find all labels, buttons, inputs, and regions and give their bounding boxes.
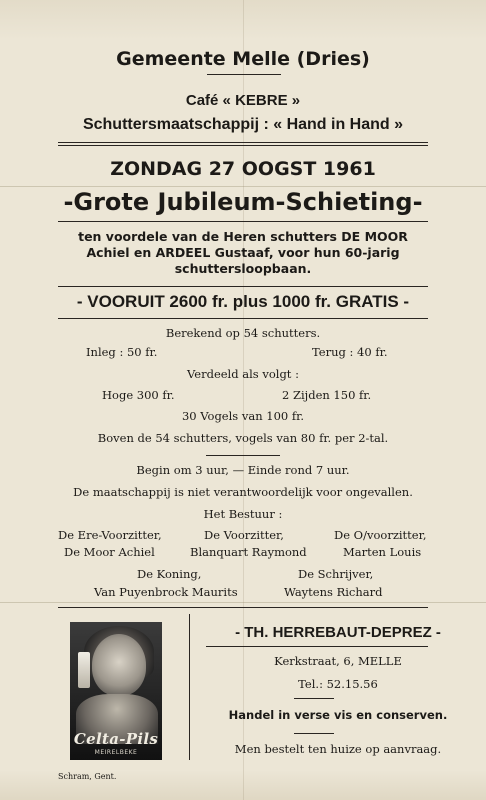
cafe-name: KEBRE (235, 92, 288, 109)
advert-phone: Tel.: 52.15.56 (298, 677, 378, 691)
cafe-line (0, 92, 486, 109)
divider (58, 607, 428, 608)
event-date: ZONDAG 27 OOGST 1961 (110, 158, 376, 180)
printer-credit: Schram, Gent. (58, 772, 117, 781)
municipality-heading: Gemeente Melle (Dries) (116, 48, 370, 70)
board-role: De Koning, (137, 567, 202, 581)
board-role: De Ere-Voorzitter, (58, 528, 162, 542)
advert-address: Kerkstraat, 6, MELLE (274, 654, 402, 668)
schedule-times: Begin om 3 uur, — Einde rond 7 uur. (136, 463, 350, 477)
prize-high: Hoge 300 fr. (102, 388, 175, 402)
divider (58, 221, 428, 222)
divider (58, 145, 428, 146)
board-role: De Schrijver, (298, 567, 374, 581)
event-title: -Grote Jubileum-Schieting- (63, 188, 423, 216)
logo-illustration (92, 634, 146, 696)
prize-sides: 2 Zijden 150 fr. (282, 388, 372, 402)
divider (206, 646, 428, 647)
return-amount: Terug : 40 fr. (312, 345, 388, 359)
club-name: Schuttersmaatschappij : « Hand in Hand » (82, 116, 404, 133)
divider (294, 698, 334, 699)
logo-sub-text: MEIRELBEKE (94, 749, 138, 756)
divider (58, 318, 428, 319)
prize-birds: 30 Vogels van 100 fr. (181, 409, 305, 423)
cafe-suffix: » (291, 92, 301, 109)
divider (58, 286, 428, 287)
prize-extra: Boven de 54 schutters, vogels van 80 fr. per 2-tal. (97, 431, 389, 445)
board-member-name: Van Puyenbrock Maurits (94, 585, 238, 599)
benefit-line: Achiel en ARDEEL Gustaaf, voor hun 60-jarig (86, 245, 400, 260)
board-heading: Het Bestuur : (203, 507, 283, 521)
prize-headline: - VOORUIT 2600 fr. plus 1000 fr. GRATIS - (76, 292, 410, 311)
divider (207, 74, 281, 75)
board-role: De O/voorzitter, (334, 528, 427, 542)
divider (58, 142, 428, 143)
stake-amount: Inleg : 50 fr. (86, 345, 158, 359)
benefit-line: ten voordele van de Heren schutters DE MOOR (78, 229, 408, 244)
distribution-heading: Verdeeld als volgt : (187, 367, 299, 381)
divider (294, 733, 334, 734)
advert-delivery: Men bestelt ten huize op aanvraag. (234, 742, 442, 756)
advert-trade: Handel in verse vis en conserven. (228, 708, 448, 722)
divider (206, 455, 280, 456)
board-member-name: Waytens Richard (284, 585, 383, 599)
celta-pils-logo (70, 622, 162, 760)
cafe-prefix: Café « (185, 92, 231, 109)
liability-disclaimer: De maatschappij is niet verantwoordelijk voor ongevallen. (73, 485, 413, 499)
logo-brand-text: Celta-Pils (73, 730, 159, 748)
advert-company: - TH. HERREBAUT-DEPREZ - (235, 624, 441, 641)
beer-glass-icon (78, 652, 90, 688)
board-member-name: Marten Louis (343, 545, 422, 559)
board-role: De Voorzitter, (204, 528, 284, 542)
board-member-name: Blanquart Raymond (190, 545, 307, 559)
benefit-line: schuttersloopbaan. (174, 261, 312, 276)
calculation-note: Berekend op 54 schutters. (165, 326, 321, 340)
benefit-text (0, 229, 486, 277)
board-member-name: De Moor Achiel (64, 545, 155, 559)
